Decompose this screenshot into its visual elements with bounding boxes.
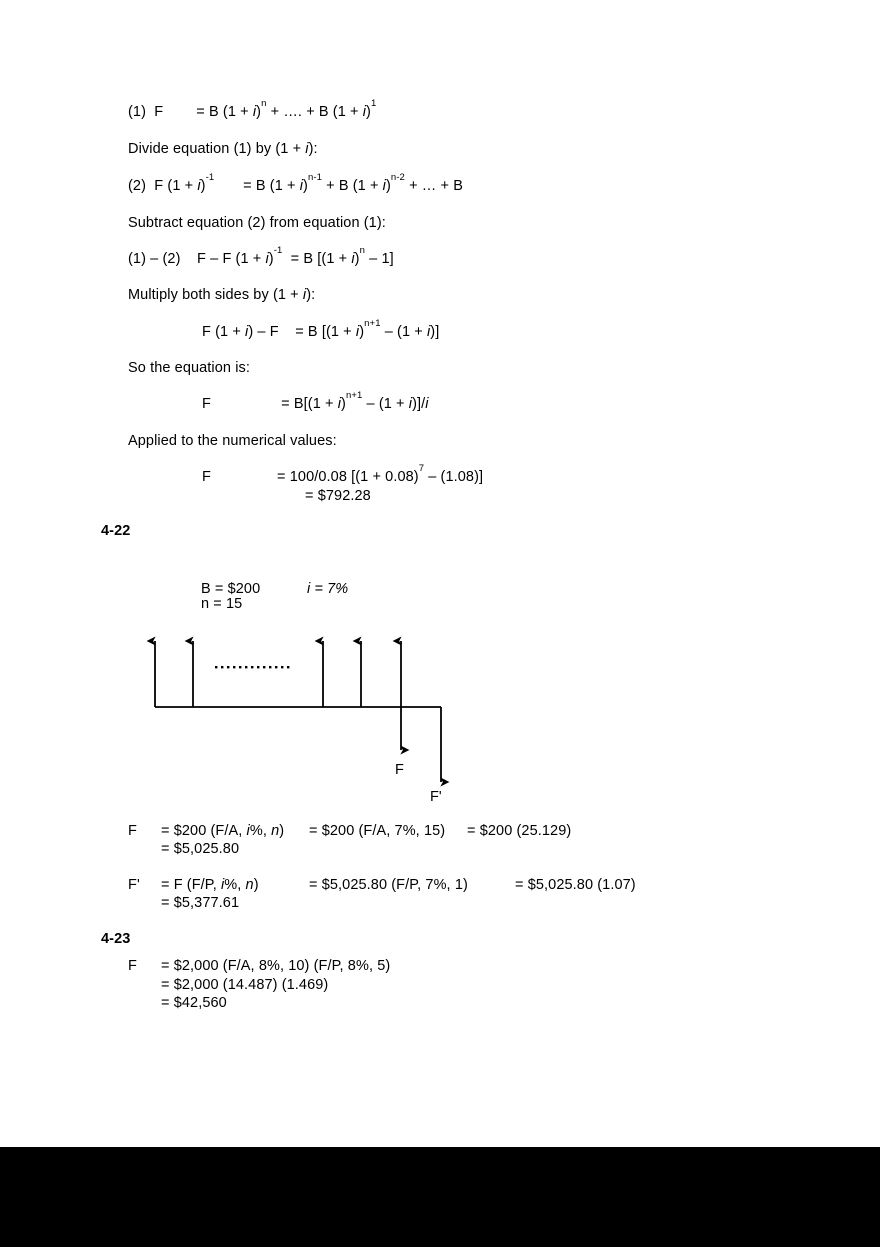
eq2-equals: =	[243, 178, 252, 194]
eq5-i3: i	[425, 396, 429, 412]
eq5-i2: i	[408, 396, 413, 412]
eq6-exp-7: 7	[418, 462, 425, 474]
eq4-i: i	[245, 324, 249, 340]
solution-Fprime-line1a: = F (F/P, i%, n)	[161, 877, 259, 893]
solution-423-line3: = $42,560	[161, 995, 227, 1011]
equation-line-1: (1) F = B $(1 + i)^n$ + …. + B $(1 + i)^1$	[128, 97, 377, 120]
eq1-equals: =	[196, 104, 205, 120]
eq3-label-2: (2)	[162, 251, 181, 267]
eq2-B3: B	[453, 178, 463, 194]
eq6-equals: =	[277, 469, 286, 485]
instruction-subtract: Subtract equation (2) from equation (1):	[128, 215, 386, 231]
eq5-F: F	[202, 396, 211, 412]
eq3-i2: i	[351, 251, 355, 267]
multiply-i: i	[302, 287, 307, 303]
eq5-minus: –	[366, 396, 375, 412]
eq3-exp-n: n	[359, 244, 365, 256]
eq1-label: (1)	[128, 104, 147, 120]
solution-Fprime-line1c: = $5,025.80 (1.07)	[515, 877, 636, 893]
eq2-i: i	[197, 178, 201, 194]
eq2-symbol-F: F	[154, 178, 164, 194]
eq3-label-1: (1)	[128, 251, 147, 267]
eq3-exp-neg1: -1	[273, 244, 283, 256]
solution-Fprime-line2: = $5,377.61	[161, 895, 240, 911]
eq2-i3: i	[382, 178, 386, 194]
solution-423-symbol: F	[128, 958, 137, 974]
eq4-B: B	[307, 324, 318, 340]
eq1-dots: ….	[283, 104, 303, 120]
solution-423-line2: = $2,000 (14.487) (1.469)	[161, 977, 329, 993]
solution-F-line1c: = $200 (25.129)	[467, 823, 572, 839]
equation-line-2: (2) F $(1 + i)^{-1}$ = B $(1 + i)^{n-1} + B$ $(1 + i)^{n-2}$ + … + B	[128, 171, 463, 194]
eq2-B2: B	[338, 178, 349, 194]
eq3-minus2: –	[210, 251, 219, 267]
eq1-B: B	[209, 104, 219, 120]
eq4-minus: –	[257, 324, 266, 340]
solution-F-symbol: F	[128, 823, 137, 839]
solution-F-line1b: = $200 (F/A, 7%, 15)	[309, 823, 446, 839]
eq3-equals: =	[290, 251, 300, 267]
instruction-applied: Applied to the numerical values:	[128, 433, 337, 449]
solution-Fprime-line1b: = $5,025.80 (F/P, 7%, 1)	[309, 877, 468, 893]
eq1-exp-n: n	[261, 97, 267, 109]
solF-i: i	[246, 823, 250, 839]
eq2-label: (2)	[128, 178, 147, 194]
eq2-dots: …	[421, 178, 437, 194]
equation-line-6-result: = $792.28	[305, 488, 371, 504]
given-n: n = 15	[201, 596, 243, 612]
problem-heading-4-22: 4-22	[101, 523, 131, 539]
eq4-i3: i	[426, 324, 431, 340]
eq2-B: B	[255, 178, 266, 194]
solF-n: n	[271, 823, 280, 839]
divide-i: i	[305, 141, 309, 157]
solFp-n: n	[245, 877, 254, 893]
solution-Fprime-symbol: F'	[128, 877, 140, 893]
eq3-F2: F	[222, 251, 232, 267]
eq5-exp-np1: n+1	[345, 389, 363, 401]
instruction-divide: Divide equation (1) by (1 + i):	[128, 141, 318, 157]
eq1-i: i	[252, 104, 257, 120]
eq5-B: B	[293, 396, 304, 412]
solFp-i: i	[220, 877, 225, 893]
solution-F-line2: = $5,025.80	[161, 841, 240, 857]
eq3-B: B	[303, 251, 314, 267]
eq4-i2: i	[355, 324, 360, 340]
given-i: i = 7%	[307, 581, 349, 597]
instruction-multiply: Multiply both sides by (1 + i):	[128, 287, 316, 303]
eq5-i: i	[337, 396, 342, 412]
eq6-F: F	[202, 469, 211, 485]
eq4-F1: F	[202, 324, 211, 340]
equation-line-4: F (1 + i) – F = B $[(1 + i)^{n+1} - (1 + i)]$	[202, 317, 440, 340]
eq3-minus: –	[150, 251, 159, 267]
solution-F-line1a: = $200 (F/A, i%, n)	[161, 823, 285, 839]
eq4-minus2: –	[384, 324, 393, 340]
eq1-exp-1: 1	[370, 97, 377, 109]
eq1-symbol-F: F	[154, 104, 164, 120]
solution-423-line1: = $2,000 (F/A, 8%, 10) (F/P, 8%, 5)	[161, 958, 391, 974]
eq4-F2: F	[269, 324, 279, 340]
equation-line-5: F = $B[(1 + i)^{n+1} - (1 + i)]/i$	[202, 389, 429, 412]
equation-line-3: (1) – (2) F – F $(1 + i)^{-1} = B$ $[(1 + i)^n - 1]$	[128, 244, 394, 267]
eq2-i2: i	[299, 178, 304, 194]
eq1-B2: B	[318, 104, 329, 120]
eq3-F1: F	[197, 251, 206, 267]
instruction-so-equation: So the equation is:	[128, 360, 251, 376]
eq2-exp-nm2: n-2	[390, 171, 405, 183]
given-B: B = $200	[201, 581, 261, 597]
eq6-minus: –	[428, 469, 437, 485]
problem-heading-4-23: 4-23	[101, 931, 131, 947]
equation-line-6: F = 100/0.08 $[(1 + 0.08)^7 - (1.08)]$	[202, 462, 484, 485]
eq5-equals: =	[281, 396, 290, 412]
eq3-minus3: –	[369, 251, 378, 267]
eq3-i: i	[265, 251, 269, 267]
diagram-label-F-prime: F'	[430, 789, 442, 805]
eq2-exp-nm1: n-1	[307, 171, 322, 183]
eq1-i2: i	[362, 104, 367, 120]
eq2-exp-neg1: -1	[205, 171, 215, 183]
eq4-equals: =	[295, 324, 304, 340]
diagram-label-F: F	[395, 762, 404, 778]
page-bottom-black-band	[0, 1147, 880, 1247]
eq4-exp-np1: n+1	[364, 317, 381, 329]
ellipsis-dots	[215, 666, 289, 668]
